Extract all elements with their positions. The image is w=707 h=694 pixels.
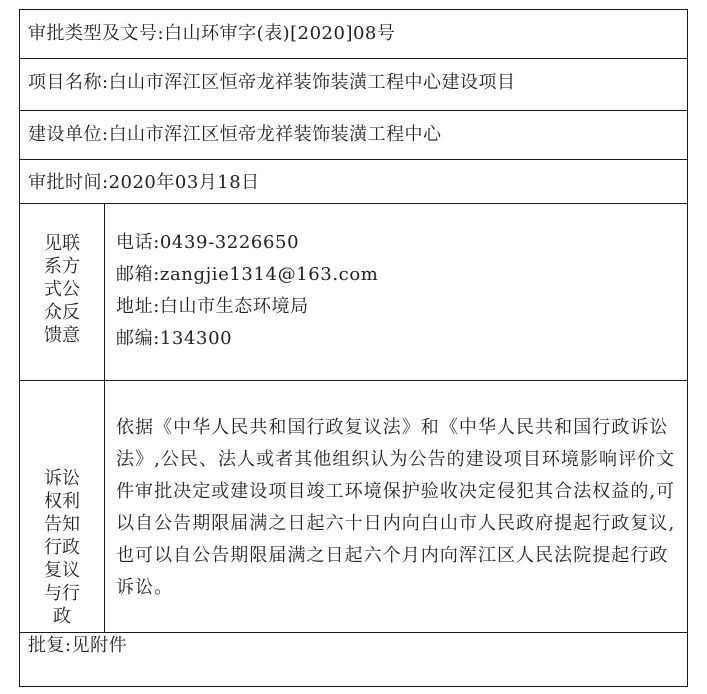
project-name-line: 项目名称:白山市浑江区恒帝龙祥装饰装潢工程中心建设项目	[28, 72, 516, 93]
label-column-divider	[104, 203, 105, 632]
row-divider	[19, 159, 688, 160]
litigation-paragraph: 依据《中华人民共和国行政复议法》和《中华人民共和国行政诉讼法》,公民、法人或者其他组织认为公告的建设项目环境影响评价文件审批决定或建设项目竣工环境保护验收决定侵犯其合法权益的,可以自公告期限届满之日起六十日内向白山市人民政府提起行政复议,也可以自公告期限届满之日起六个月内向浑江区人民法院提起行政诉讼。	[116, 417, 676, 598]
litigation-label: 诉讼权利告知行政复议与行政	[44, 468, 80, 627]
row-divider	[19, 203, 688, 204]
feedback-label: 见联系方式公众反馈意	[44, 233, 80, 346]
address-line: 地址:白山市生态环境局	[116, 296, 309, 317]
table-border-left	[19, 9, 20, 687]
reply-line: 批复:见附件	[28, 635, 128, 656]
table-border-bottom	[19, 686, 688, 687]
table-border-top	[19, 9, 688, 10]
approval-type-line: 审批类型及文号:白山环审字(表)[2020]08号	[28, 23, 396, 44]
row-divider	[19, 110, 688, 111]
row-divider	[19, 58, 688, 59]
row-divider	[19, 632, 688, 633]
construction-unit-line: 建设单位:白山市浑江区恒帝龙祥装饰装潢工程中心	[28, 124, 442, 145]
phone-line: 电话:0439-3226650	[116, 232, 300, 253]
table-border-right	[687, 9, 688, 687]
row-divider	[19, 380, 688, 381]
postcode-line: 邮编:134300	[116, 328, 233, 349]
email-line: 邮箱:zangjie1314@163.com	[116, 264, 379, 285]
approval-time-line: 审批时间:2020年03月18日	[28, 172, 260, 193]
